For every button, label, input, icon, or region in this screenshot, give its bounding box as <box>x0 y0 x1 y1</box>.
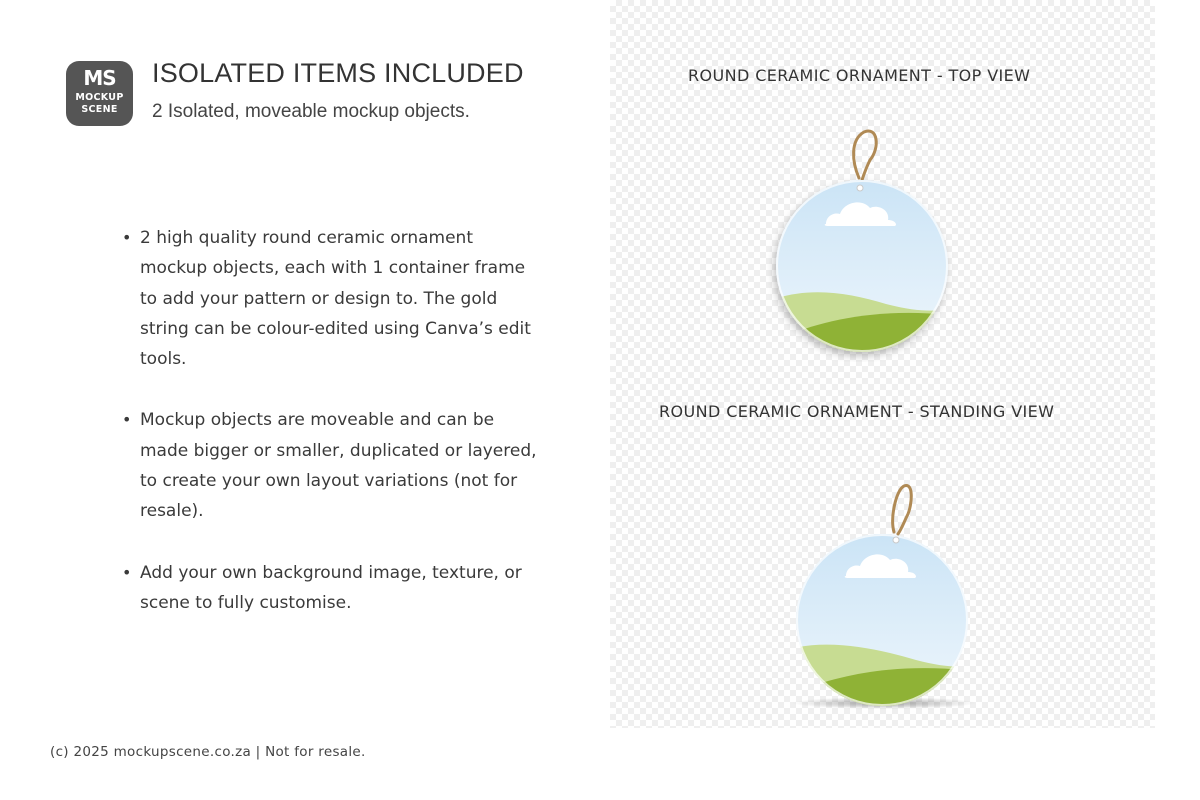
ornament-top-view[interactable] <box>766 126 958 362</box>
bullet-icon: • <box>122 228 132 247</box>
copyright-footer: (c) 2025 mockupscene.co.za | Not for resale. <box>50 744 366 760</box>
bullet-icon: • <box>122 562 132 582</box>
logo-text-line-2: SCENE <box>81 104 118 115</box>
page-title: ISOLATED ITEMS INCLUDED <box>152 58 524 88</box>
feature-text: 2 high quality round ceramic ornament mockup objects, each with 1 container frame to add your pattern or design to. The gold string can be colour-edited using Canva’s edit tools. <box>140 228 531 370</box>
logo-mark: MS <box>83 66 116 90</box>
feature-item <box>122 223 542 374</box>
feature-text: Mockup objects are moveable and can be made bigger or smaller, duplicated or layered, to create your own layout variations (not for resale). <box>140 410 537 522</box>
top-view-label: ROUND CERAMIC ORNAMENT - TOP VIEW <box>688 66 1031 85</box>
gold-string <box>854 131 877 180</box>
feature-item <box>122 558 542 619</box>
mockup-scene-logo <box>66 61 133 126</box>
logo-text-line-1: MOCKUP <box>75 92 124 103</box>
gold-string <box>893 486 912 534</box>
ornament-standing-view[interactable] <box>786 478 982 714</box>
bullet-icon: • <box>122 410 132 430</box>
feature-text: Add your own background image, texture, or scene to fully customise. <box>140 562 522 613</box>
feature-item <box>122 405 542 526</box>
standing-view-label: ROUND CERAMIC ORNAMENT - STANDING VIEW <box>659 402 1055 421</box>
page-subtitle: 2 Isolated, moveable mockup objects. <box>152 101 470 122</box>
feature-list <box>122 223 542 649</box>
